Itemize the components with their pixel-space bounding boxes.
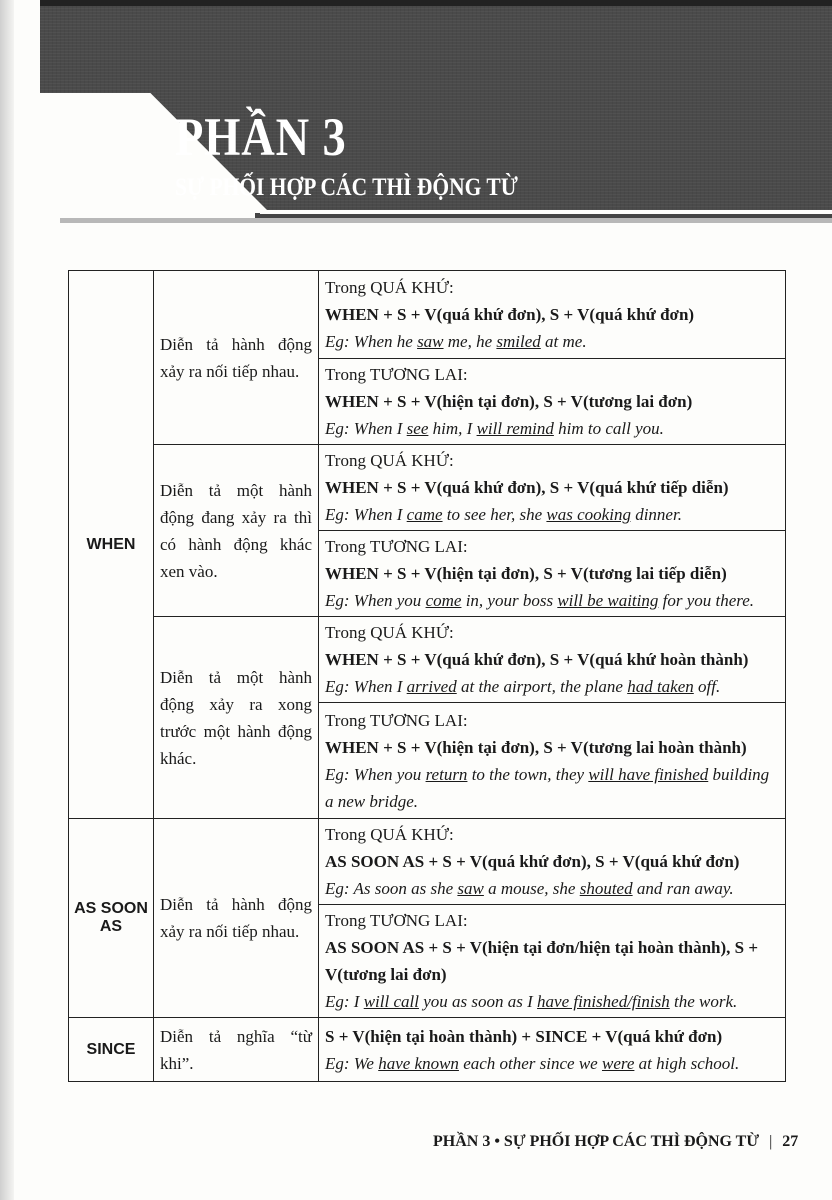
underlined-verb: will have finished (588, 764, 709, 784)
example-text: Eg: When you (325, 591, 426, 610)
example-text: Eg: We (325, 1053, 379, 1073)
table-row (69, 445, 786, 531)
underlined-verb: will call (363, 992, 419, 1011)
usage-label: Trong TƯƠNG LAI: (325, 537, 468, 556)
book-spine-shadow (0, 0, 14, 1200)
example-text: for you there. (658, 591, 755, 610)
page-footer (433, 1133, 798, 1151)
formula: WHEN + S + V(quá khứ đơn), S + V(quá khứ hoàn thành) (325, 650, 749, 669)
tense-sequence-table (68, 270, 786, 1082)
usage-cell (319, 617, 786, 703)
example-text: Eg: When he (325, 332, 418, 351)
example-text: him to call you. (553, 419, 664, 438)
example-text: Eg: As soon as she (325, 879, 458, 898)
example-sentence (325, 875, 779, 902)
example-text: each other since we (458, 1053, 602, 1073)
underlined-verb: came (406, 505, 443, 524)
example-text: and ran away. (632, 879, 734, 898)
example-text: at the airport, the plane (456, 677, 628, 696)
usage-cell (319, 445, 786, 531)
description-cell: Diễn tả nghĩa “từ khi”. (154, 1018, 319, 1082)
underlined-verb: shouted (579, 879, 633, 898)
underlined-verb: have finished/finish (537, 992, 670, 1011)
example-sentence (325, 761, 779, 815)
formula: WHEN + S + V(hiện tại đơn), S + V(tương lai tiếp diễn) (325, 564, 727, 583)
usage-cell (319, 531, 786, 617)
usage-cell (319, 271, 786, 359)
page-number: 27 (782, 1133, 799, 1150)
banner-gap (260, 210, 832, 214)
underlined-verb: arrived (406, 677, 457, 696)
example-text: dinner. (630, 505, 682, 524)
example-text: building a new bridge. (325, 764, 770, 811)
underlined-verb: have known (378, 1053, 459, 1073)
underlined-verb: see (406, 419, 429, 438)
table-row (69, 1018, 786, 1082)
table-row (69, 271, 786, 359)
usage-label: Trong TƯƠNG LAI: (325, 710, 468, 730)
usage-label: Trong TƯƠNG LAI: (325, 911, 468, 930)
example-sentence (325, 501, 779, 528)
formula: WHEN + S + V(quá khứ đơn), S + V(quá khứ tiếp diễn) (325, 478, 729, 497)
underlined-verb: had taken (627, 677, 694, 696)
example-text: at high school. (634, 1053, 740, 1073)
example-text: Eg: I (325, 992, 364, 1011)
conjunction-cell: WHEN (69, 271, 154, 819)
formula: S + V(hiện tại hoàn thành) + SINCE + V(quá khứ đơn) (325, 1026, 723, 1046)
underlined-verb: return (425, 764, 468, 784)
underlined-verb: come (425, 591, 462, 610)
running-title: PHẦN 3 • SỰ PHỐI HỢP CÁC THÌ ĐỘNG TỪ (433, 1133, 760, 1150)
example-text: Eg: When I (325, 419, 407, 438)
usage-cell (319, 905, 786, 1018)
underlined-verb: will remind (476, 419, 554, 438)
example-text: you as soon as I (418, 992, 538, 1011)
table-row (69, 617, 786, 703)
underlined-verb: smiled (496, 332, 541, 351)
example-sentence (325, 1050, 779, 1077)
example-text: to the town, they (467, 764, 589, 784)
underlined-verb: saw (457, 879, 484, 898)
underlined-verb: saw (417, 332, 444, 351)
usage-cell (319, 703, 786, 819)
usage-label: Trong QUÁ KHỨ: (325, 278, 454, 297)
example-text: in, your boss (461, 591, 558, 610)
example-text: to see her, she (442, 505, 547, 524)
example-sentence (325, 673, 779, 700)
formula: AS SOON AS + S + V(quá khứ đơn), S + V(quá khứ đơn) (325, 852, 740, 871)
usage-cell (319, 819, 786, 905)
formula: WHEN + S + V(hiện tại đơn), S + V(tương lai hoàn thành) (325, 737, 747, 757)
conjunction-cell: AS SOON AS (69, 819, 154, 1018)
underlined-verb: was cooking (546, 505, 631, 524)
example-sentence (325, 988, 779, 1015)
description-cell: Diễn tả một hành động xảy ra xong trước một hành động khác. (154, 617, 319, 819)
table-row (69, 819, 786, 905)
formula: AS SOON AS + S + V(hiện tại đơn/hiện tại hoàn thành), S + V(tương lai đơn) (325, 938, 759, 984)
example-text: Eg: When you (325, 764, 426, 784)
description-cell: Diễn tả hành động xảy ra nối tiếp nhau. (154, 819, 319, 1018)
description-cell: Diễn tả một hành động đang xảy ra thì có hành động khác xen vào. (154, 445, 319, 617)
example-text: Eg: When I (325, 677, 407, 696)
usage-label: Trong QUÁ KHỨ: (325, 825, 454, 844)
formula: WHEN + S + V(hiện tại đơn), S + V(tương lai đơn) (325, 392, 693, 411)
example-text: at me. (540, 332, 587, 351)
example-text: me, he (443, 332, 497, 351)
part-title: PHẦN 3 (175, 107, 347, 167)
example-text: the work. (669, 992, 738, 1011)
example-sentence (325, 328, 779, 355)
example-text: a mouse, she (483, 879, 580, 898)
underlined-verb: will be waiting (557, 591, 659, 610)
usage-label: Trong TƯƠNG LAI: (325, 365, 468, 384)
usage-cell (319, 359, 786, 445)
example-sentence (325, 415, 779, 442)
formula: WHEN + S + V(quá khứ đơn), S + V(quá khứ đơn) (325, 305, 695, 324)
example-text: Eg: When I (325, 505, 407, 524)
decorative-stripe (60, 218, 832, 223)
underlined-verb: were (601, 1053, 635, 1073)
description-cell: Diễn tả hành động xảy ra nối tiếp nhau. (154, 271, 319, 445)
usage-label: Trong QUÁ KHỨ: (325, 451, 454, 470)
example-text: off. (693, 677, 721, 696)
example-text: him, I (428, 419, 477, 438)
banner-edge (40, 0, 832, 6)
usage-label: Trong QUÁ KHỨ: (325, 623, 454, 642)
part-subtitle: SỰ PHỐI HỢP CÁC THÌ ĐỘNG TỪ (175, 174, 518, 201)
example-sentence (325, 587, 779, 614)
conjunction-cell: SINCE (69, 1018, 154, 1082)
usage-cell (319, 1018, 786, 1082)
footer-separator: | (769, 1133, 773, 1150)
